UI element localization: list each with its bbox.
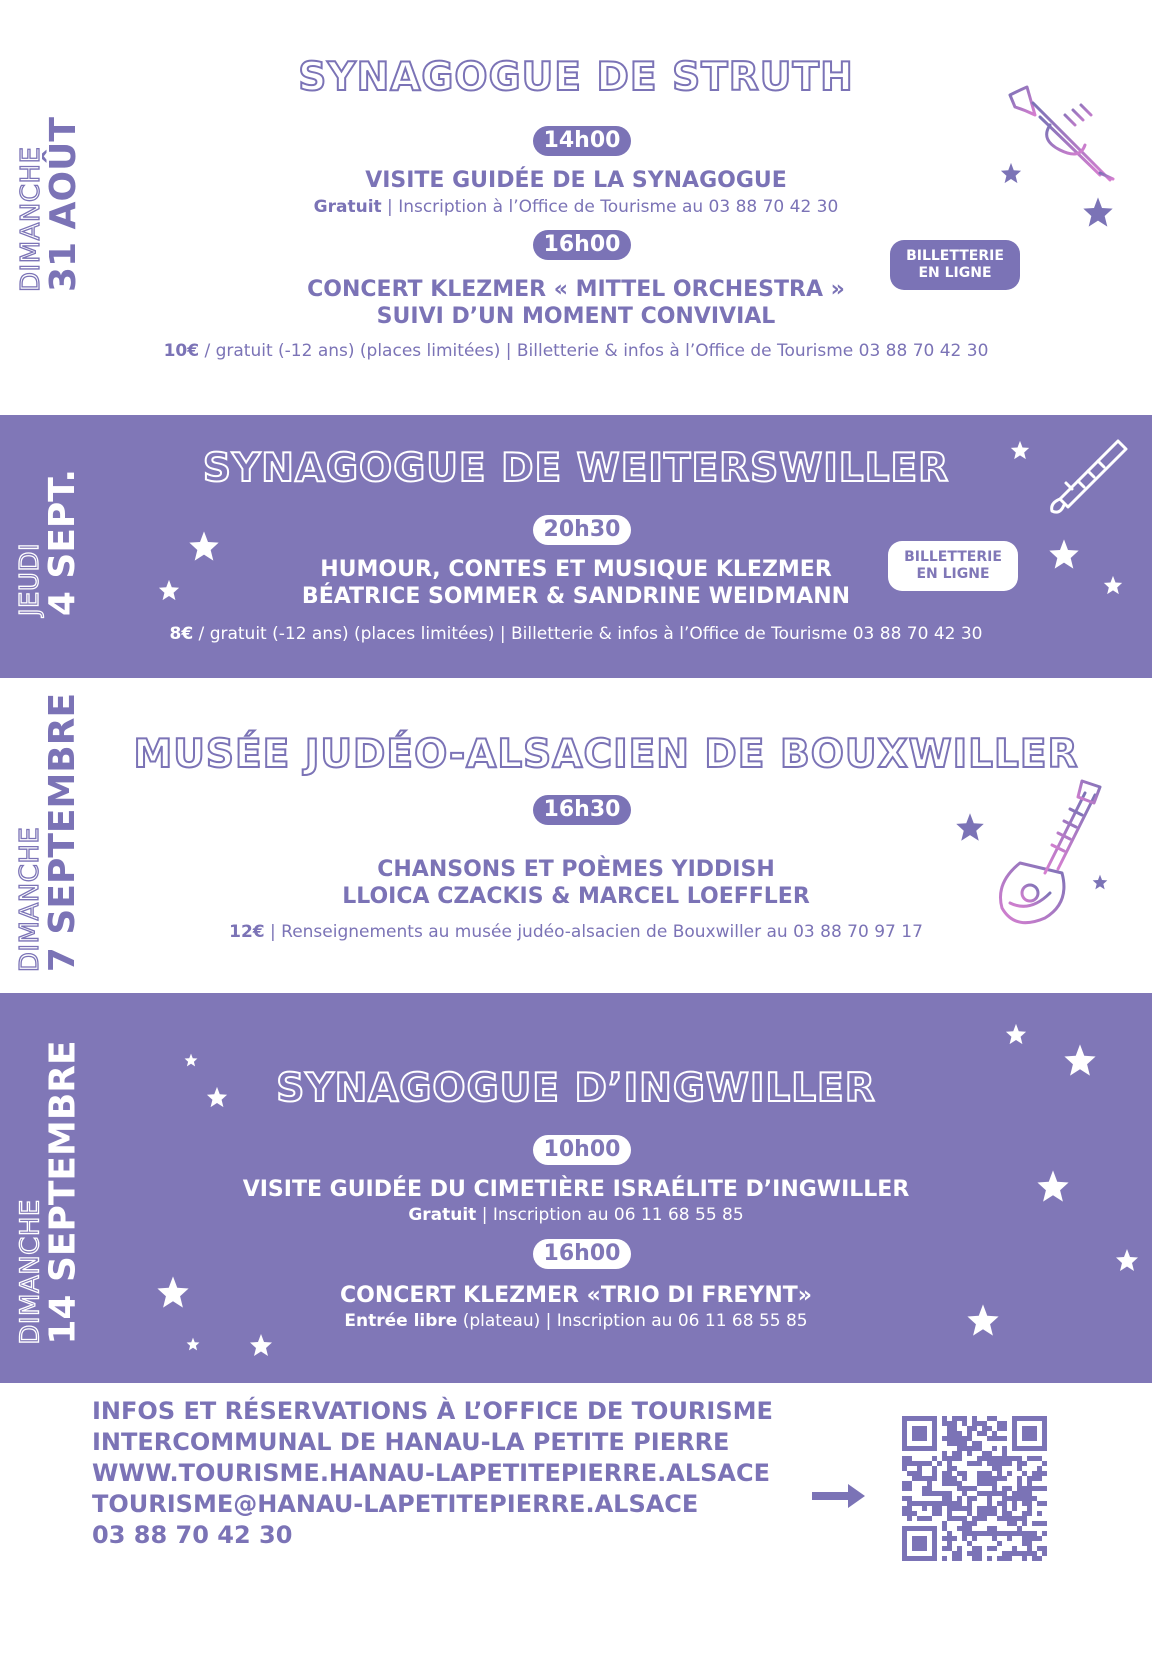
event-title-line: VISITE GUIDÉE DE LA SYNAGOGUE <box>365 168 787 193</box>
event-title-line: BÉATRICE SOMMER & SANDRINE WEIDMANN <box>301 584 851 609</box>
event-info <box>0 341 1152 361</box>
time-badge: 10h00 <box>533 1135 631 1165</box>
event-date-number: 31 AOÛT <box>42 117 84 293</box>
star-icon <box>955 812 985 842</box>
event-title-line: CONCERT KLEZMER « MITTEL ORCHESTRA » <box>307 277 845 302</box>
time-badge: 16h00 <box>533 230 631 260</box>
online-ticket-button[interactable] <box>890 240 1020 290</box>
event-bouxwiller <box>0 678 1152 993</box>
event-title <box>0 856 1152 910</box>
trumpet-icon <box>1005 85 1120 190</box>
star-icon <box>1036 1169 1070 1203</box>
time-badge: 16h00 <box>533 1239 631 1269</box>
ticket-label: EN LIGNE <box>916 566 990 582</box>
event-date-number: 7 SEPTEMBRE <box>42 693 84 973</box>
venue-title: SYNAGOGUE D’INGWILLER <box>276 1066 876 1111</box>
event-info-text: | Inscription au 06 11 68 55 85 <box>476 1205 744 1225</box>
event-day: DIMANCHE <box>15 827 46 973</box>
event-price: Entrée libre <box>344 1311 458 1331</box>
event-info-text: / gratuit (-12 ans) (places limitées) | Billetterie & infos à l’Office de Tourisme 03 88 70 42 30 <box>193 624 983 644</box>
star-icon <box>1005 1023 1027 1045</box>
arrow-right-icon <box>812 1483 866 1509</box>
event-title <box>0 1176 1152 1203</box>
event-price: Gratuit <box>408 1205 477 1225</box>
event-price: Gratuit <box>313 197 382 217</box>
star-icon <box>1103 575 1123 595</box>
star-icon <box>188 530 220 562</box>
event-info-text: | Renseignements au musée judéo-alsacien de Bouxwiller au 03 88 70 97 17 <box>264 922 923 942</box>
event-info <box>0 1205 1152 1225</box>
event-info <box>0 922 1152 942</box>
event-day: DIMANCHE <box>15 1199 46 1346</box>
event-day: DIMANCHE <box>15 146 46 293</box>
time-badge: 14h00 <box>533 126 631 156</box>
star-icon <box>1092 874 1108 890</box>
venue-title: SYNAGOGUE DE WEITERSWILLER <box>202 446 950 491</box>
time-badge: 16h30 <box>533 795 631 825</box>
website-link[interactable]: WWW.TOURISME.HANAU-LAPETITEPIERRE.ALSACE <box>92 1459 770 1487</box>
event-weiterswiller <box>0 415 1152 678</box>
star-icon <box>1000 162 1022 184</box>
star-icon <box>186 1337 200 1351</box>
event-ingwiller <box>0 993 1152 1383</box>
ticket-label: BILLETTERIE <box>906 248 1004 264</box>
event-info-text: (plateau) | Inscription au 06 11 68 55 85 <box>457 1311 808 1331</box>
event-struth <box>0 0 1152 415</box>
star-icon <box>1082 196 1114 228</box>
event-price: 8€ <box>169 624 194 644</box>
footer-contact <box>92 1396 773 1551</box>
event-title-line: HUMOUR, CONTES ET MUSIQUE KLEZMER <box>320 557 832 582</box>
online-ticket-button[interactable] <box>888 541 1018 591</box>
event-title-line: VISITE GUIDÉE DU CIMETIÈRE ISRAÉLITE D’INGWILLER <box>242 1177 910 1202</box>
star-icon <box>156 1275 190 1309</box>
ticket-label: EN LIGNE <box>918 265 992 281</box>
event-title-line: SUIVI D’UN MOMENT CONVIVIAL <box>376 304 776 329</box>
star-icon <box>158 579 180 601</box>
event-info <box>0 624 1152 644</box>
star-icon <box>184 1053 198 1067</box>
star-icon <box>1063 1043 1097 1077</box>
star-icon <box>966 1303 1000 1337</box>
event-title-line: LLOICA CZACKIS & MARCEL LOEFFLER <box>342 884 810 909</box>
venue-title: MUSÉE JUDÉO-ALSACIEN DE BOUXWILLER <box>133 732 1079 777</box>
star-icon <box>1048 538 1080 570</box>
event-title <box>0 167 1152 194</box>
venue-title: SYNAGOGUE DE STRUTH <box>298 55 854 100</box>
clarinet-icon <box>1048 437 1130 515</box>
ticket-label: BILLETTERIE <box>904 549 1002 565</box>
event-title-line: CONCERT KLEZMER «TRIO DI FREYNT» <box>340 1283 812 1308</box>
footer-line: INTERCOMMUNAL DE HANAU-LA PETITE PIERRE <box>92 1428 730 1456</box>
email-link[interactable]: TOURISME@HANAU-LAPETITEPIERRE.ALSACE <box>92 1490 699 1518</box>
event-info-text: / gratuit (-12 ans) (places limitées) | Billetterie & infos à l’Office de Tourisme 03 88 70 42 30 <box>199 341 989 361</box>
footer-line: INFOS ET RÉSERVATIONS À L’OFFICE DE TOURISME <box>92 1397 773 1425</box>
star-icon <box>249 1333 273 1357</box>
event-date-number: 4 SEPT. <box>42 468 84 617</box>
event-day: JEUDI <box>15 542 46 617</box>
event-price: 12€ <box>229 922 265 942</box>
qr-code-icon[interactable] <box>902 1416 1047 1561</box>
time-badge: 20h30 <box>533 515 631 545</box>
star-icon <box>1010 440 1030 460</box>
event-date-number: 14 SEPTEMBRE <box>42 1040 84 1346</box>
event-price: 10€ <box>163 341 200 361</box>
event-title-line: CHANSONS ET POÈMES YIDDISH <box>377 857 775 882</box>
event-info <box>0 197 1152 217</box>
phone-number[interactable]: 03 88 70 42 30 <box>92 1521 293 1549</box>
star-icon <box>1115 1248 1139 1272</box>
star-icon <box>206 1086 228 1108</box>
mandolin-icon <box>990 773 1110 933</box>
event-info-text: | Inscription à l’Office de Tourisme au 03 88 70 42 30 <box>381 197 839 217</box>
